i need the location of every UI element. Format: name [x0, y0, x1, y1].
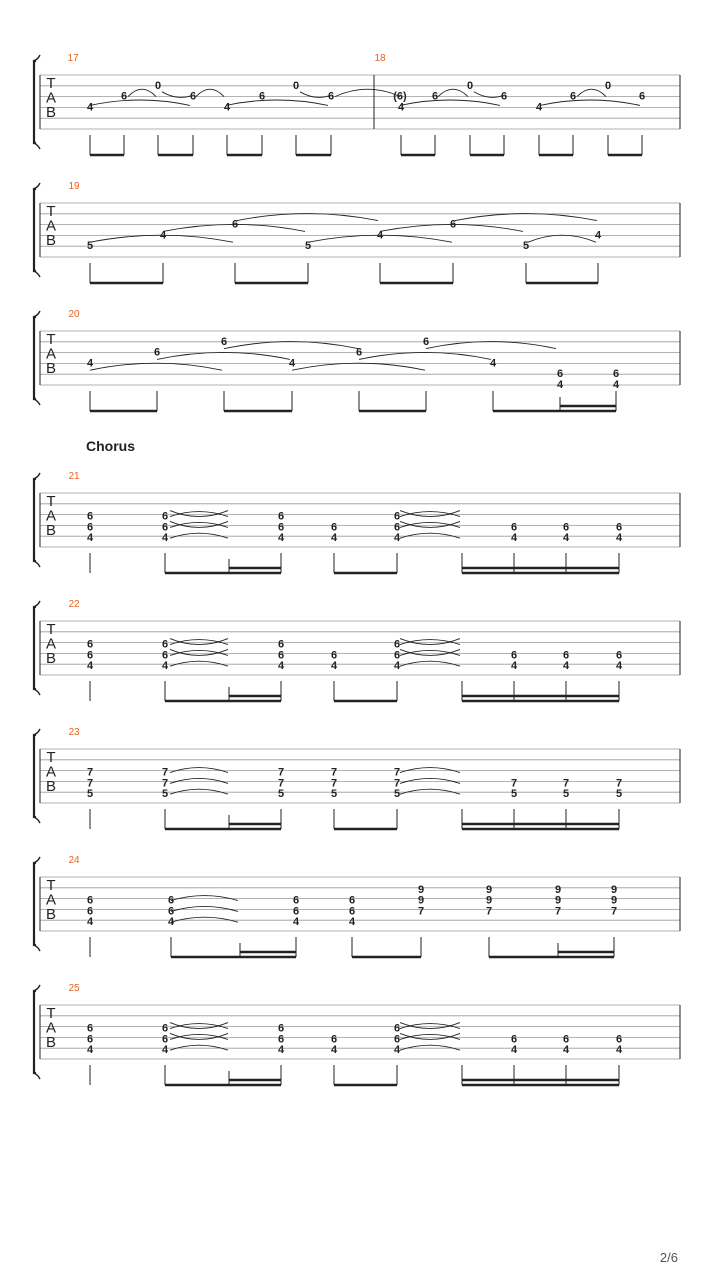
fret-number: 0	[466, 79, 474, 92]
fret-number: 6	[393, 638, 401, 651]
tie	[400, 778, 460, 783]
section-label-chorus: Chorus	[86, 438, 135, 454]
fret-number: 4	[562, 1044, 570, 1057]
measure-number: 19	[68, 181, 80, 192]
fret-number: 4	[292, 916, 300, 929]
fret-number: 4	[330, 660, 338, 673]
fret-number: 4	[489, 357, 497, 370]
fret-number: 6	[277, 1022, 285, 1035]
fret-number: 7	[510, 777, 518, 790]
fret-number: 6	[277, 1033, 285, 1046]
tab-clef-letter: T	[46, 74, 56, 92]
slur	[196, 89, 224, 96]
fret-number: 7	[562, 777, 570, 790]
fret-number: 6	[393, 510, 401, 523]
fret-number: 4	[348, 916, 356, 929]
fret-number: 6	[86, 894, 94, 907]
slur	[438, 89, 468, 96]
fret-number: 9	[485, 894, 493, 907]
fret-number: 6	[277, 521, 285, 534]
slur	[426, 342, 556, 349]
tie	[170, 533, 228, 538]
fret-number: 7	[161, 766, 169, 779]
fret-number: 6	[615, 521, 623, 534]
fret-number: 6	[393, 1022, 401, 1035]
system-bracket	[34, 189, 36, 271]
system-bracket	[34, 991, 36, 1073]
fret-number: 4	[615, 532, 623, 545]
fret-number: 4	[612, 379, 620, 391]
fret-number: 7	[330, 777, 338, 790]
system-bracket	[34, 863, 36, 945]
tie	[400, 533, 460, 538]
fret-number: 6	[612, 368, 620, 381]
tie	[400, 1045, 460, 1050]
slur	[359, 352, 491, 359]
fret-number: 6	[562, 521, 570, 534]
fret-number: 6	[153, 346, 161, 359]
tab-clef-letter: B	[45, 650, 57, 668]
fret-number: 7	[393, 777, 401, 790]
tab-clef-letter: T	[46, 876, 56, 894]
fret-number: 6	[348, 905, 356, 918]
fret-number: 6	[355, 346, 363, 359]
fret-number: 4	[277, 1044, 285, 1057]
fret-number: 6	[120, 90, 128, 103]
measure-number: 17	[67, 53, 79, 64]
slur	[224, 342, 358, 349]
slur	[528, 235, 596, 242]
fret-number: 6	[330, 521, 338, 534]
fret-number: 6	[449, 218, 457, 231]
fret-number: 6	[393, 521, 401, 534]
slur	[540, 100, 640, 105]
fret-number: 5	[330, 788, 338, 801]
measure-number: 22	[68, 599, 80, 610]
fret-number: 9	[610, 894, 618, 907]
fret-number: 6	[615, 649, 623, 662]
bracket-hook	[34, 183, 40, 189]
page-number: 2/6	[659, 1250, 678, 1265]
fret-number: 7	[161, 777, 169, 790]
fret-number: 6	[258, 90, 266, 103]
fret-number: 7	[330, 766, 338, 779]
fret-number: 4	[594, 229, 602, 242]
fret-number: 4	[277, 532, 285, 545]
bracket-hook	[34, 985, 40, 991]
fret-number: 6	[510, 521, 518, 534]
fret-number: 6	[161, 638, 169, 651]
bracket-hook	[34, 689, 40, 695]
measure-number: 23	[68, 727, 80, 738]
tie	[171, 896, 238, 901]
fret-number: 5	[510, 788, 518, 801]
fret-number: 4	[161, 532, 169, 545]
fret-number: 6	[327, 90, 335, 103]
tab-clef-letter: B	[45, 1034, 57, 1052]
fret-number: 6	[86, 1033, 94, 1046]
fret-number: 4	[161, 1044, 169, 1057]
fret-number: 6	[161, 521, 169, 534]
tab-clef-letter: A	[45, 891, 57, 909]
fret-number: 5	[615, 788, 623, 801]
fret-number: 7	[86, 766, 94, 779]
fret-number: 4	[510, 1044, 518, 1057]
tab-clef-letter: B	[45, 906, 57, 924]
bracket-hook	[34, 1073, 40, 1079]
fret-number: 4	[86, 1044, 94, 1057]
fret-number: 6	[431, 90, 439, 103]
bracket-hook	[34, 55, 40, 61]
fret-number: 7	[86, 777, 94, 790]
fret-number: 4	[510, 660, 518, 673]
fret-number: 6	[161, 1033, 169, 1046]
fret-number: 5	[304, 240, 312, 253]
slur	[157, 352, 290, 359]
fret-number: 4	[86, 916, 94, 929]
tab-clef-letter: T	[46, 620, 56, 638]
fret-number: 6	[348, 894, 356, 907]
fret-number: 4	[288, 357, 296, 370]
tie	[400, 789, 460, 794]
fret-number: 7	[417, 905, 425, 918]
fret-number: 4	[556, 379, 564, 391]
tie	[400, 661, 460, 666]
bracket-hook	[34, 817, 40, 823]
fret-number: 4	[376, 229, 384, 242]
fret-number: 4	[159, 229, 167, 242]
fret-number: 6	[86, 638, 94, 651]
bracket-hook	[34, 857, 40, 863]
tab-clef-letter: B	[45, 232, 57, 250]
fret-number: 6	[292, 894, 300, 907]
fret-number: 9	[417, 894, 425, 907]
fret-number: 6	[86, 1022, 94, 1035]
fret-number: 9	[610, 883, 618, 896]
tab-clef-letter: T	[46, 330, 56, 348]
slur	[292, 363, 425, 370]
tab-clef-letter: B	[45, 778, 57, 796]
fret-number: 5	[86, 788, 94, 801]
system-bracket	[34, 735, 36, 817]
system-bracket	[34, 479, 36, 561]
fret-number: 4	[277, 660, 285, 673]
fret-number: 0	[292, 79, 300, 92]
fret-number: 6	[86, 521, 94, 534]
slur	[226, 100, 328, 105]
fret-number: 4	[562, 660, 570, 673]
fret-number: 7	[277, 777, 285, 790]
tab-clef-letter: A	[45, 217, 57, 235]
fret-number: 5	[277, 788, 285, 801]
tab-clef-letter: A	[45, 635, 57, 653]
fret-number: 6	[277, 638, 285, 651]
fret-number: 6	[510, 1033, 518, 1046]
slur	[455, 214, 597, 221]
fret-number: 0	[604, 79, 612, 92]
fret-number: 7	[554, 905, 562, 918]
slur	[335, 89, 400, 96]
fret-number: 7	[393, 766, 401, 779]
bracket-hook	[34, 473, 40, 479]
fret-number: 4	[615, 660, 623, 673]
fret-number: 4	[223, 101, 231, 114]
fret-number: 6	[277, 649, 285, 662]
fret-number: (6)	[393, 90, 407, 103]
fret-number: 7	[610, 905, 618, 918]
fret-number: 6	[330, 1033, 338, 1046]
fret-number: 6	[220, 335, 228, 348]
fret-number: 6	[161, 1022, 169, 1035]
tab-clef-letter: A	[45, 345, 57, 363]
fret-number: 5	[86, 240, 94, 253]
slur	[128, 89, 156, 96]
fret-number: 7	[615, 777, 623, 790]
fret-number: 6	[562, 649, 570, 662]
fret-number: 4	[86, 101, 94, 114]
fret-number: 4	[535, 101, 543, 114]
fret-number: 7	[485, 905, 493, 918]
fret-number: 4	[86, 357, 94, 370]
fret-number: 6	[189, 90, 197, 103]
fret-number: 6	[330, 649, 338, 662]
tab-clef-letter: T	[46, 202, 56, 220]
bracket-hook	[34, 399, 40, 405]
fret-number: 9	[485, 883, 493, 896]
slur	[90, 100, 190, 105]
fret-number: 6	[393, 649, 401, 662]
fret-number: 6	[86, 510, 94, 523]
system-bracket	[34, 317, 36, 399]
measure-number: 21	[68, 471, 80, 482]
fret-number: 4	[86, 532, 94, 545]
fret-number: 6	[167, 905, 175, 918]
bracket-hook	[34, 271, 40, 277]
fret-number: 7	[277, 766, 285, 779]
fret-number: 6	[393, 1033, 401, 1046]
fret-number: 4	[510, 532, 518, 545]
fret-number: 6	[86, 905, 94, 918]
fret-number: 5	[522, 240, 530, 253]
tab-clef-letter: A	[45, 1019, 57, 1037]
fret-number: 6	[556, 368, 564, 381]
fret-number: 4	[393, 660, 401, 673]
fret-number: 4	[393, 1044, 401, 1057]
fret-number: 6	[277, 510, 285, 523]
fret-number: 5	[161, 788, 169, 801]
fret-number: 4	[167, 916, 175, 929]
fret-number: 4	[330, 532, 338, 545]
fret-number: 6	[167, 894, 175, 907]
bracket-hook	[34, 945, 40, 951]
fret-number: 6	[161, 510, 169, 523]
fret-number: 6	[500, 90, 508, 103]
fret-number: 9	[554, 894, 562, 907]
slur	[237, 214, 378, 221]
tab-clef-letter: B	[45, 104, 57, 122]
fret-number: 6	[86, 649, 94, 662]
bracket-hook	[34, 601, 40, 607]
fret-number: 4	[161, 660, 169, 673]
system-bracket	[34, 607, 36, 689]
tie	[170, 768, 228, 773]
fret-number: 6	[231, 218, 239, 231]
fret-number: 4	[615, 1044, 623, 1057]
tab-clef-letter: B	[45, 522, 57, 540]
tab-clef-letter: T	[46, 492, 56, 510]
fret-number: 0	[154, 79, 162, 92]
fret-number: 6	[562, 1033, 570, 1046]
tie	[171, 917, 238, 922]
bracket-hook	[34, 143, 40, 149]
fret-number: 6	[510, 649, 518, 662]
bracket-hook	[34, 729, 40, 735]
system-bracket	[34, 61, 36, 143]
fret-number: 4	[562, 532, 570, 545]
fret-number: 6	[615, 1033, 623, 1046]
tab-clef-letter: A	[45, 89, 57, 107]
tie	[400, 768, 460, 773]
bracket-hook	[34, 561, 40, 567]
slur	[577, 89, 606, 96]
measure-number: 18	[374, 53, 386, 64]
fret-number: 9	[554, 883, 562, 896]
slur	[90, 363, 222, 370]
fret-number: 4	[86, 660, 94, 673]
tie	[170, 789, 228, 794]
fret-number: 6	[638, 90, 646, 103]
slur	[400, 100, 500, 105]
fret-number: 4	[397, 101, 405, 114]
fret-number: 6	[569, 90, 577, 103]
fret-number: 4	[393, 532, 401, 545]
tab-clef-letter: T	[46, 1004, 56, 1022]
fret-number: 6	[161, 649, 169, 662]
fret-number: 5	[393, 788, 401, 801]
tab-clef-letter: B	[45, 360, 57, 378]
measure-number: 20	[68, 309, 80, 320]
fret-number: 9	[417, 883, 425, 896]
measure-number: 25	[68, 983, 80, 994]
tie	[170, 778, 228, 783]
fret-number: 5	[562, 788, 570, 801]
bracket-hook	[34, 311, 40, 317]
measure-number: 24	[68, 855, 80, 866]
tab-clef-letter: T	[46, 748, 56, 766]
fret-number: 6	[292, 905, 300, 918]
tie	[170, 1045, 228, 1050]
tie	[171, 906, 238, 911]
tab-clef-letter: A	[45, 507, 57, 525]
tie	[170, 661, 228, 666]
tab-clef-letter: A	[45, 763, 57, 781]
fret-number: 4	[330, 1044, 338, 1057]
fret-number: 6	[422, 335, 430, 348]
